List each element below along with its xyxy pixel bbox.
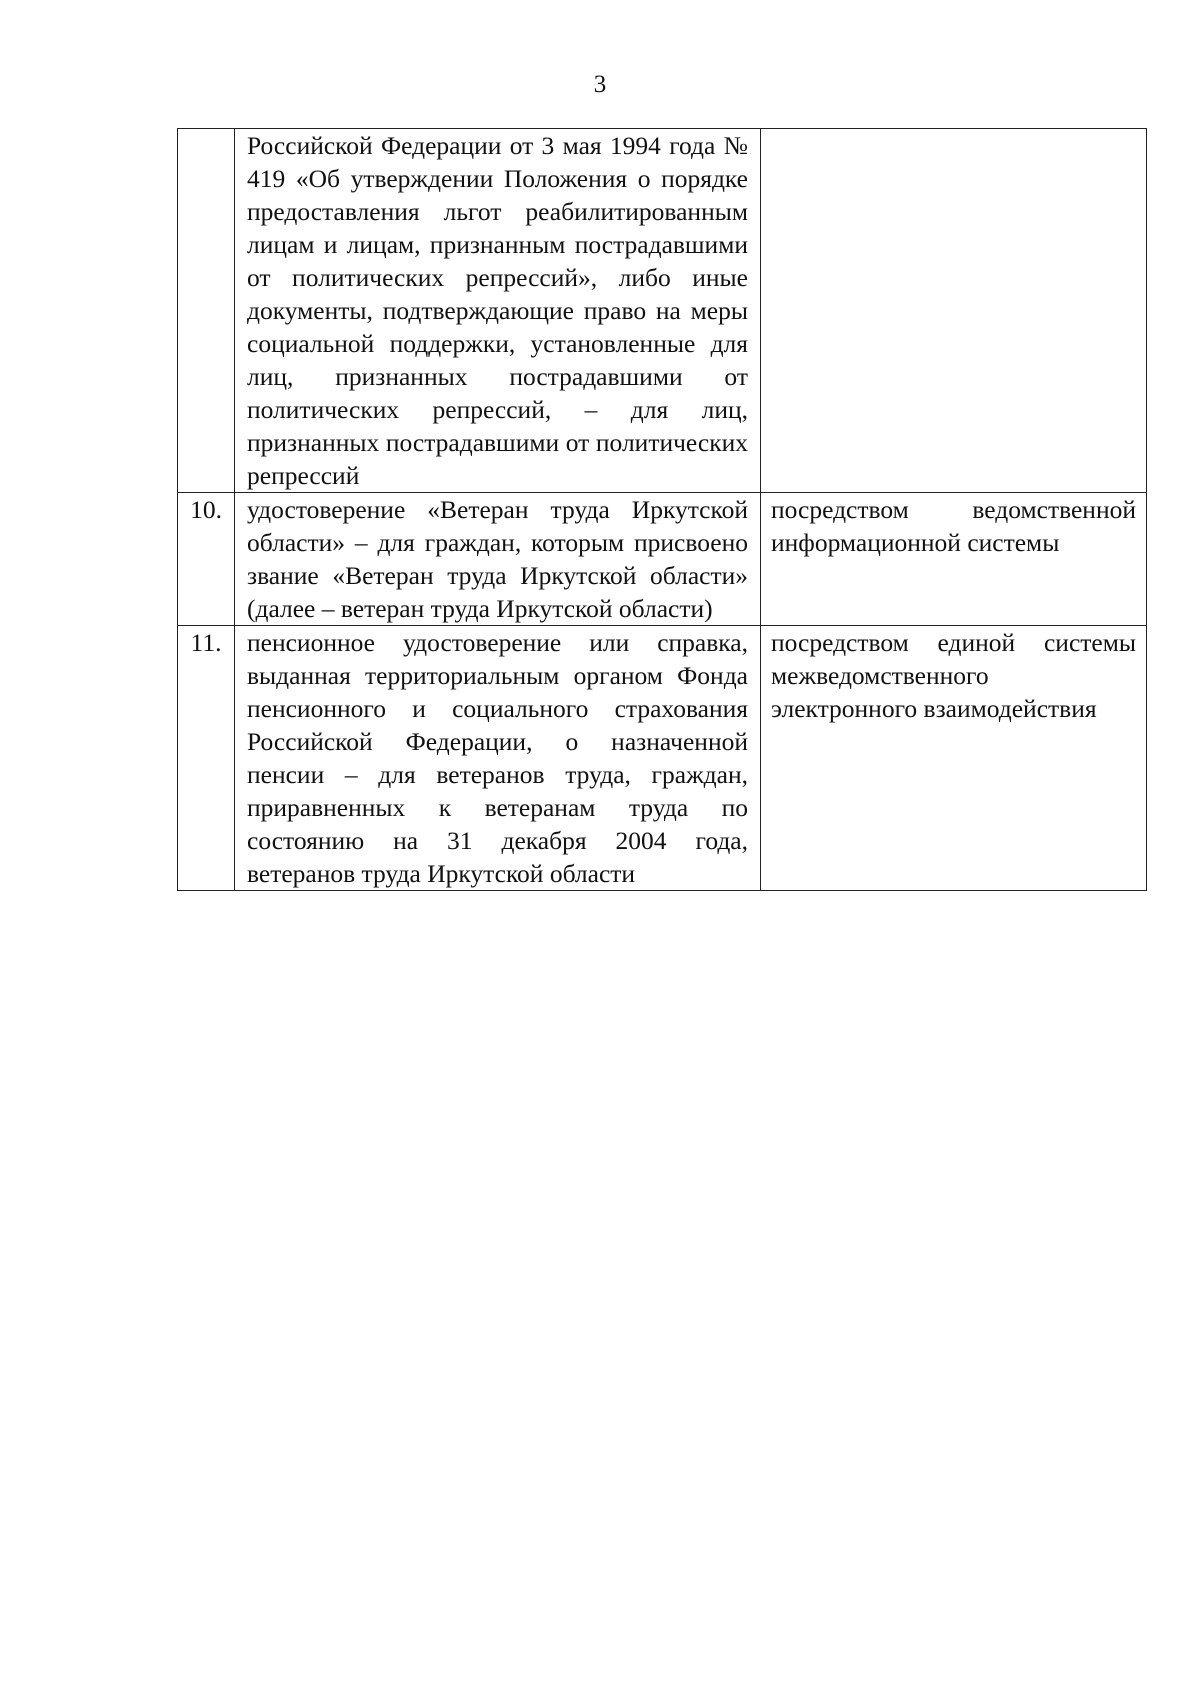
- submission-method: посредством ведомственной информационной системы: [761, 493, 1147, 626]
- documents-table: [177, 128, 1147, 891]
- submission-method: [761, 129, 1147, 493]
- row-number: 11.: [178, 626, 235, 891]
- row-number: 10.: [178, 493, 235, 626]
- document-description: удостоверение «Ветеран труда Иркутской области» – для граждан, которым присвоено звание «Ветеран труда Иркутской области» (далее – ветеран труда Иркутской области): [235, 493, 761, 626]
- document-description: Российской Федерации от 3 мая 1994 года № 419 «Об утверждении Положения о порядке предоставления льгот реабилитированным лицам и лицам, признанным пострадавшими от политических репрессий», либо иные документы, подтверждающие право на меры социальной поддержки, установленные для лиц, признанных пострадавшими от политических репрессий, – для лиц, признанных пострадавшими от политических репрессий: [235, 129, 761, 493]
- table-row: [178, 493, 1147, 626]
- table-row: [178, 626, 1147, 891]
- page-number: 3: [593, 71, 607, 98]
- row-number: [178, 129, 235, 493]
- document-description: пенсионное удостоверение или справка, выданная территориальным органом Фонда пенсионного и социального страхования Российской Федерации, о назначенной пенсии – для ветеранов труда, граждан, приравненных к ветеранам труда по состоянию на 31 декабря 2004 года, ветеранов труда Иркутской области: [235, 626, 761, 891]
- table-row: [178, 129, 1147, 493]
- submission-method: посредством единой системы межведомственного электронного взаимодействия: [761, 626, 1147, 891]
